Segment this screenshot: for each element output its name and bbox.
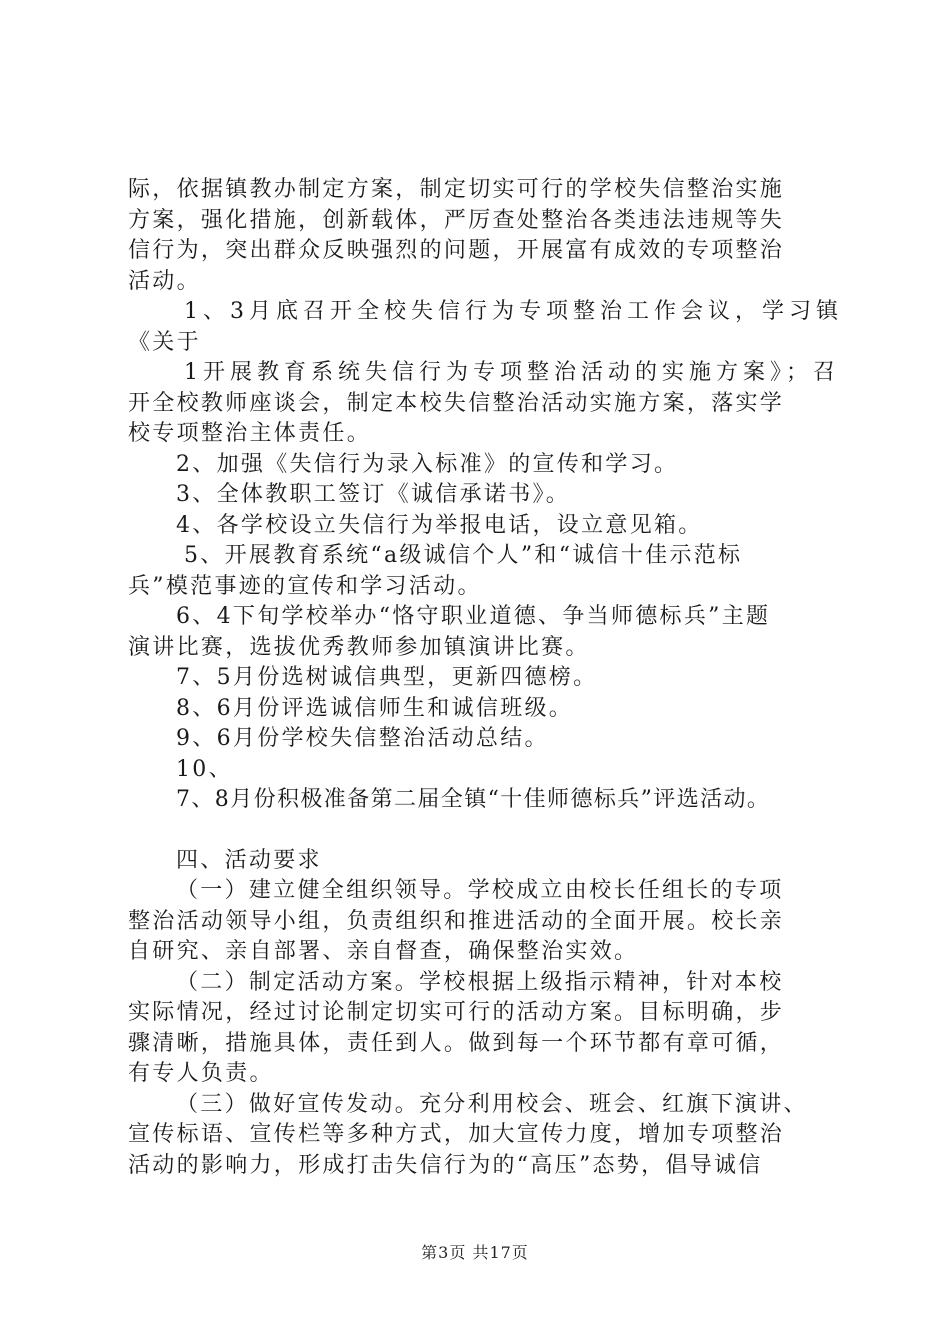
page-number-footer: 第3页 共17页 <box>421 1243 529 1262</box>
list-item: 4、各学校设立失信行为举报电话，设立意见箱。 <box>176 512 703 538</box>
paragraph-line: 方案，强化措施，创新载体，严厉查处整治各类违法违规等失 <box>128 207 785 233</box>
section-gap <box>128 816 840 846</box>
list-item: 2、加强《失信行为录入标准》的宣传和学习。 <box>176 451 679 477</box>
list-item: 8、6月份评选诚信师生和诚信班级。 <box>176 695 574 721</box>
paragraph-line: 宣传标语、宣传栏等多种方式，加大宣传力度，增加专项整治 <box>128 1122 785 1147</box>
list-item-continuation: 演讲比赛，选拔优秀教师参加镇演讲比赛。 <box>128 634 590 660</box>
list-item-continuation: 《关于 <box>128 329 201 355</box>
list-item-continuation: 校专项整治主体责任。 <box>128 421 372 446</box>
list-item: 1开展教育系统失信行为专项整治活动的实施方案》；召 <box>184 360 840 385</box>
paragraph-line: （二）制定活动方案。学校根据上级指示精神，针对本校 <box>176 969 784 995</box>
list-item: 5、开展教育系统“a级诚信个人”和“诚信十佳示范标 <box>184 543 743 568</box>
list-item: 1、3月底召开全校失信行为专项整治工作会议，学习镇 <box>184 299 843 324</box>
paragraph-line: （三）做好宣传发动。充分利用校会、班会、红旗下演讲、 <box>176 1091 808 1117</box>
paragraph-line: 活动的影响力，形成打击失信行为的“高压”态势，倡导诚信 <box>128 1152 763 1178</box>
list-item: 9、6月份学校失信整治活动总结。 <box>176 726 549 751</box>
list-item-continuation: 开全校教师座谈会，制定本校失信整治活动实施方案，落实学 <box>128 390 785 416</box>
paragraph-line: （一）建立健全组织领导。学校成立由校长任组长的专项 <box>176 878 784 903</box>
list-item-continuation: 兵”模范事迹的宣传和学习活动。 <box>128 573 482 599</box>
paragraph-line: 整治活动领导小组，负责组织和推进活动的全面开展。校长亲 <box>128 908 785 934</box>
list-item: 7、8月份积极准备第二届全镇“十佳师德标兵”评选活动。 <box>176 787 771 812</box>
list-item: 7、5月份选树诚信典型，更新四德榜。 <box>176 665 598 690</box>
list-item: 10、 <box>176 756 233 782</box>
paragraph-line: 自研究、亲自部署、亲自督查，确保整治实效。 <box>128 939 639 964</box>
paragraph-line: 际，依据镇教办制定方案，制定切实可行的学校失信整治实施 <box>128 177 785 202</box>
list-item: 6、4下旬学校举办“恪守职业道德、争当师德标兵”主题 <box>176 604 771 629</box>
document-body <box>128 175 843 1181</box>
list-item: 3、全体教职工签订《诚信承诺书》。 <box>176 482 571 507</box>
paragraph-line: 有专人负责。 <box>128 1061 274 1086</box>
paragraph-line: 实际情况，经过讨论制定切实可行的活动方案。目标明确，步 <box>128 1000 785 1025</box>
paragraph-line: 活动。 <box>128 268 201 294</box>
paragraph-line: 骤清晰，措施具体，责任到人。做到每一个环节都有章可循， <box>128 1030 785 1056</box>
paragraph-line: 信行为，突出群众反映强烈的问题，开展富有成效的专项整治 <box>128 238 785 263</box>
section-heading: 四、活动要求 <box>176 847 322 873</box>
